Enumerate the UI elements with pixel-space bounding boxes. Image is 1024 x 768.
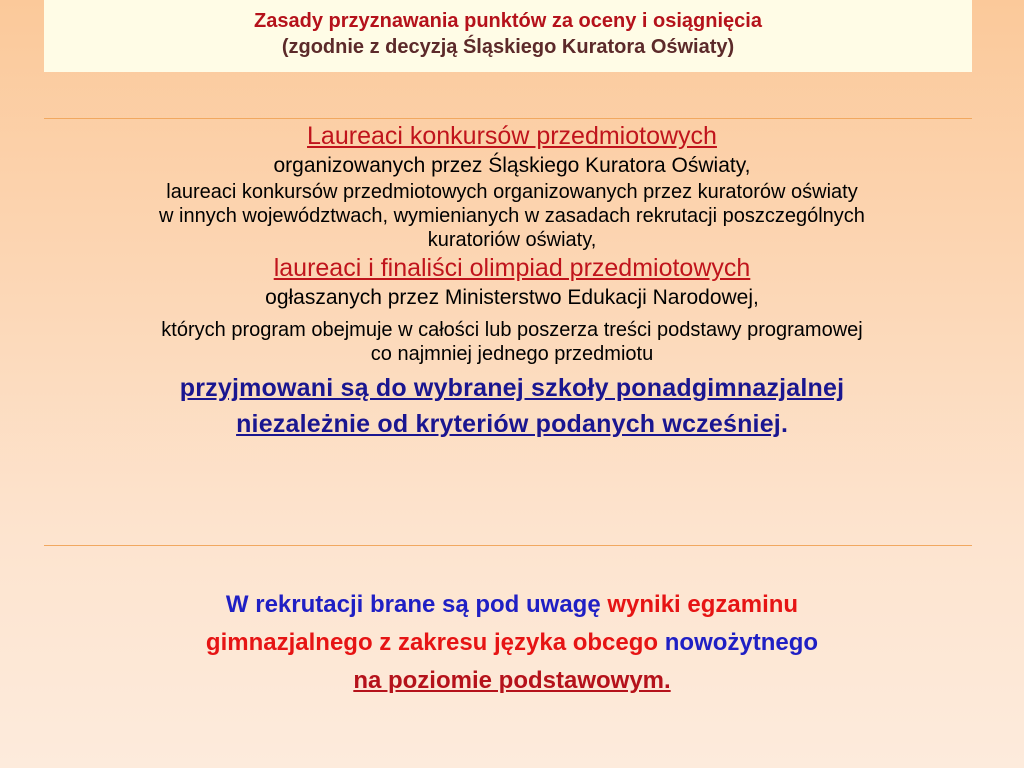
recruitment-line-2	[44, 624, 980, 662]
conclusion-line-2-wrap	[44, 406, 980, 442]
top-divider	[44, 118, 972, 119]
main-content	[44, 120, 980, 442]
section2-line-1: ogłaszanych przez Ministerstwo Edukacji Narodowej,	[265, 286, 759, 309]
section2-line-3: co najmniej jednego przedmiotu	[370, 343, 654, 365]
section1-line-3: w innych województwach, wymienianych w zasadach rekrutacji poszczególnych	[159, 205, 865, 227]
recruitment-part-4: nowożytnego	[664, 629, 819, 656]
section1-line-1: organizowanych przez Śląskiego Kuratora Oświaty,	[273, 154, 751, 177]
recruitment-part-1: W rekrutacji brane są pod uwagę	[225, 591, 601, 618]
recruitment-part-3: gimnazjalnego z zakresu języka obcego	[205, 629, 659, 656]
section1-line-2: laureaci konkursów przedmiotowych organizowanych przez kuratorów oświaty	[166, 181, 858, 203]
section2-line-2: których program obejmuje w całości lub poszerza treści podstawy programowej	[161, 319, 863, 341]
recruitment-part-2: wyniki egzaminu	[607, 591, 799, 618]
recruitment-part-5: na poziomie podstawowym.	[353, 667, 671, 694]
section1-line-4: kuratoriów oświaty,	[427, 229, 597, 251]
title-banner	[44, 0, 972, 72]
heading-olympiads: laureaci i finaliści olimpiad przedmiotowych	[273, 254, 751, 282]
conclusion	[44, 370, 980, 442]
slide-subtitle: (zgodnie z decyzją Śląskiego Kuratora Oświaty)	[281, 36, 735, 58]
bottom-divider	[44, 545, 972, 546]
recruitment-line-1	[44, 586, 980, 624]
heading-subject-competitions: Laureaci konkursów przedmiotowych	[307, 122, 717, 150]
conclusion-line-2: niezależnie od kryteriów podanych wcześniej	[236, 410, 781, 438]
slide-title: Zasady przyznawania punktów za oceny i osiągnięcia	[254, 10, 762, 32]
recruitment-note	[44, 586, 980, 700]
recruitment-line-3	[44, 662, 980, 700]
conclusion-line-1: przyjmowani są do wybranej szkoły ponadgimnazjalnej	[179, 374, 845, 402]
conclusion-period: .	[780, 410, 788, 438]
